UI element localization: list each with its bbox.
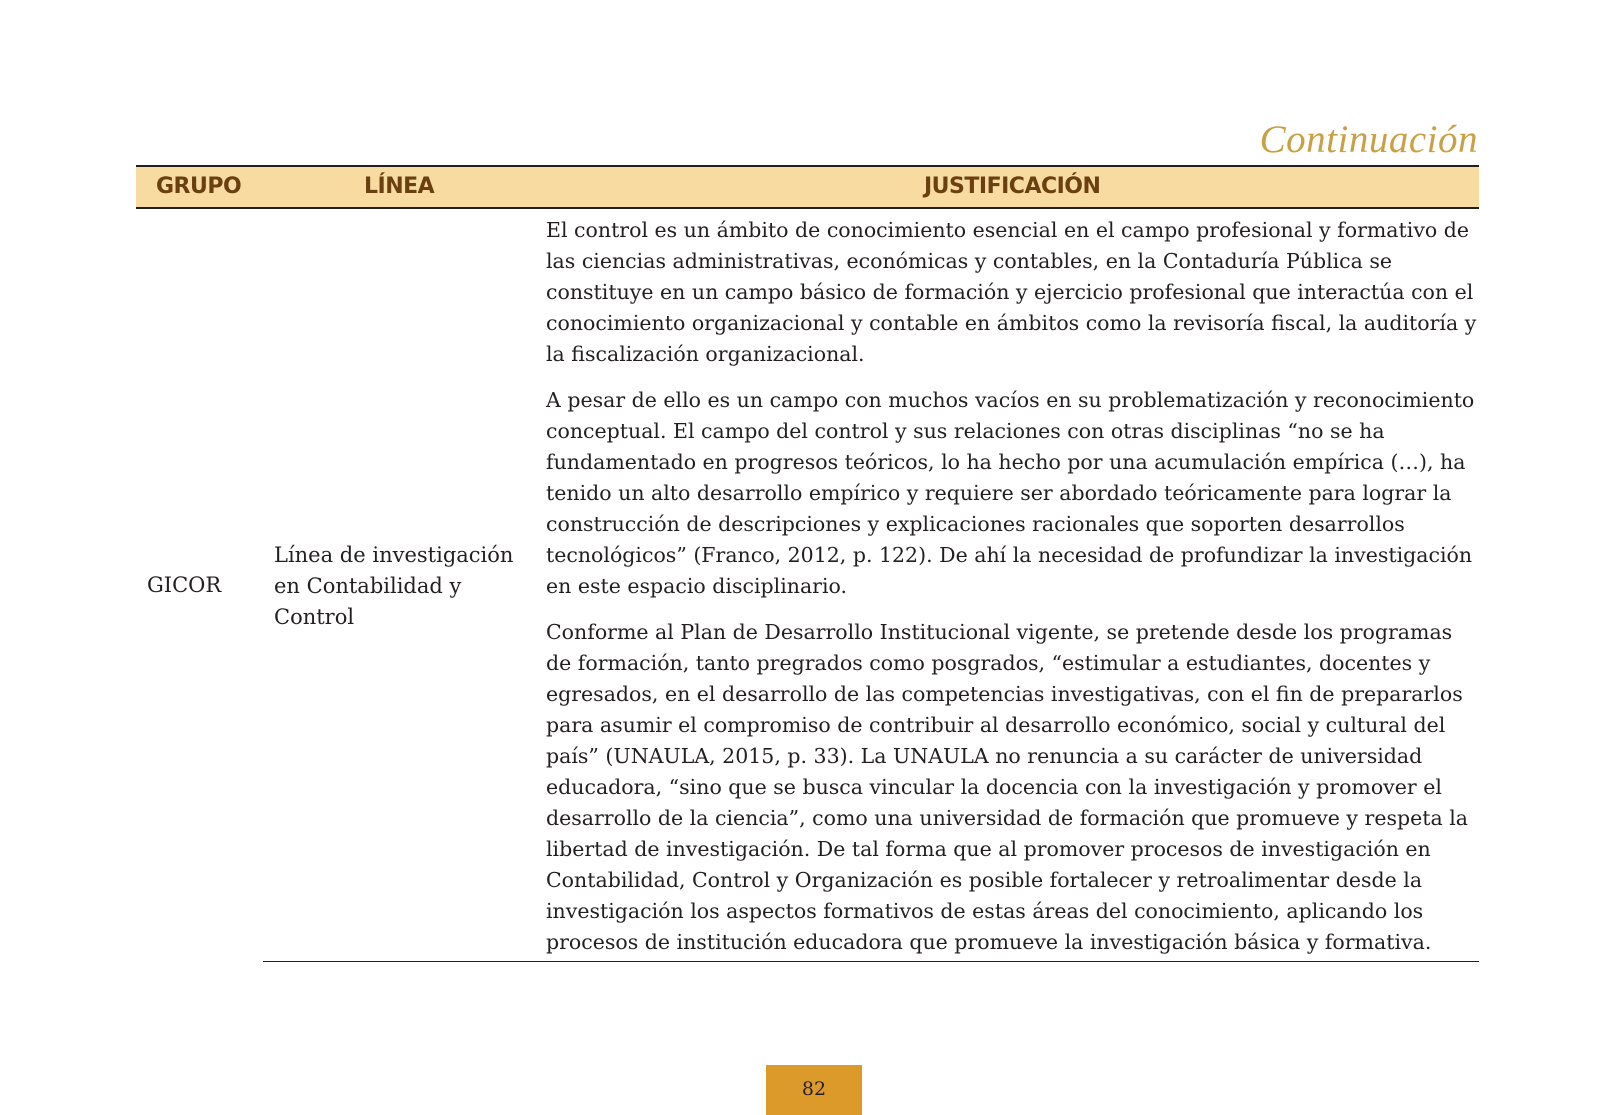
table-header (136, 165, 1479, 209)
cell-linea: Línea de investigación en Contabilidad y Control (274, 543, 514, 629)
continuation-label: Continuación (1259, 118, 1478, 161)
page-number: 82 (766, 1065, 862, 1115)
justification-paragraph-1: El control es un ámbito de conocimiento esencial en el campo profesional y formativo de las ciencias administrativas, económicas y contables, en la Contaduría Pública se constituye en un campo básico de formación y ejercicio profesional que interactúa con el conocimiento organizacional y contable en ámbitos como la revisoría fiscal, la auditoría y la fiscalización organizacional. (546, 218, 1477, 366)
cell-grupo: GICOR (147, 573, 222, 597)
header-justificacion: JUSTIFICACIÓN (924, 174, 1101, 199)
table-bottom-rule (263, 961, 1479, 962)
justification-paragraph-3: Conforme al Plan de Desarrollo Institucional vigente, se pretende desde los programas de formación, tanto pregrados como posgrados, “estimular a estudiantes, docentes y egresados, en el desarrollo de las competencias investigativas, con el fin de prepararlos para asumir el compromiso de contribuir al desarrollo económico, social y cultural del país” (UNAULA, 2015, p. 33). La UNAULA no renuncia a su carácter de universidad educadora, “sino que se busca vincular la docencia con la investigación y promover el desarrollo de la ciencia”, como una universidad de formación que promueve y respeta la libertad de investigación. De tal forma que al promover procesos de investigación en Contabilidad, Control y Organización es posible fortalecer y retroalimentar desde la investigación los aspectos formativos de estas áreas del conocimiento, aplicando los procesos de institución educadora que promueve la investigación básica y formativa. (546, 620, 1468, 954)
cell-justificacion (546, 215, 1482, 973)
header-linea: LÍNEA (364, 174, 435, 199)
header-grupo: GRUPO (156, 174, 242, 199)
justification-paragraph-2: A pesar de ello es un campo con muchos vacíos en su problematización y reconocimiento conceptual. El campo del control y sus relaciones con otras disciplinas “no se ha fundamentado en progresos teóricos, lo ha hecho por una acumulación empírica (…), ha tenido un alto desarrollo empírico y requiere ser abordado teóricamente para lograr la construcción de descripciones y explicaciones racionales que soporten desarrollos tecnológicos” (Franco, 2012, p. 122). De ahí la necesidad de profundizar la investigación en este espacio disciplinario. (546, 388, 1475, 598)
